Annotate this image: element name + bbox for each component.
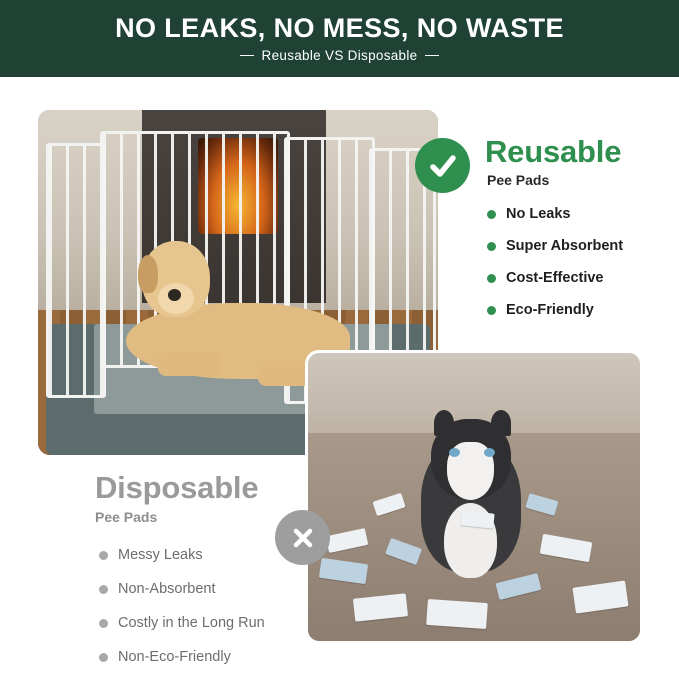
list-item [487, 206, 623, 222]
banner-subtitle: Reusable VS Disposable [261, 48, 418, 64]
reusable-subtitle: Pee Pads [487, 172, 550, 188]
disposable-photo [307, 352, 641, 642]
bullet-dot-icon [487, 210, 496, 219]
feature-label: Costly in the Long Run [118, 615, 265, 631]
x-icon [275, 510, 330, 565]
list-item [487, 238, 623, 254]
bullet-dot-icon [99, 619, 108, 628]
reusable-title: Reusable [485, 134, 622, 169]
dog-leg-front [158, 352, 222, 376]
bullet-dot-icon [487, 242, 496, 251]
feature-label: Super Absorbent [506, 238, 624, 254]
bullet-dot-icon [487, 274, 496, 283]
dog-ear [138, 255, 158, 293]
feature-label: Messy Leaks [118, 547, 203, 563]
banner-subtitle-row [240, 48, 440, 63]
bullet-dot-icon [487, 306, 496, 315]
list-item [487, 270, 623, 286]
bullet-dot-icon [99, 585, 108, 594]
check-icon [415, 138, 470, 193]
pen-panel-left [46, 143, 106, 398]
disposable-title: Disposable [95, 470, 259, 505]
bullet-dot-icon [99, 653, 108, 662]
feature-label: Cost-Effective [506, 270, 604, 286]
header-banner [0, 0, 679, 77]
bullet-dot-icon [99, 551, 108, 560]
disposable-subtitle: Pee Pads [95, 509, 158, 525]
feature-label: No Leaks [506, 206, 571, 222]
shredded-pad-piece [426, 599, 488, 629]
list-item [99, 649, 345, 665]
reusable-feature-list [487, 206, 623, 334]
feature-label: Eco-Friendly [506, 302, 594, 318]
shredded-pad-piece-in-mouth [460, 510, 495, 528]
pen-bars [49, 146, 103, 395]
list-item [487, 302, 623, 318]
dash-left-icon [240, 55, 254, 57]
page-title: NO LEAKS, NO MESS, NO WASTE [115, 12, 564, 43]
dash-right-icon [425, 55, 439, 57]
feature-label: Non-Eco-Friendly [118, 649, 231, 665]
feature-label: Non-Absorbent [118, 581, 216, 597]
